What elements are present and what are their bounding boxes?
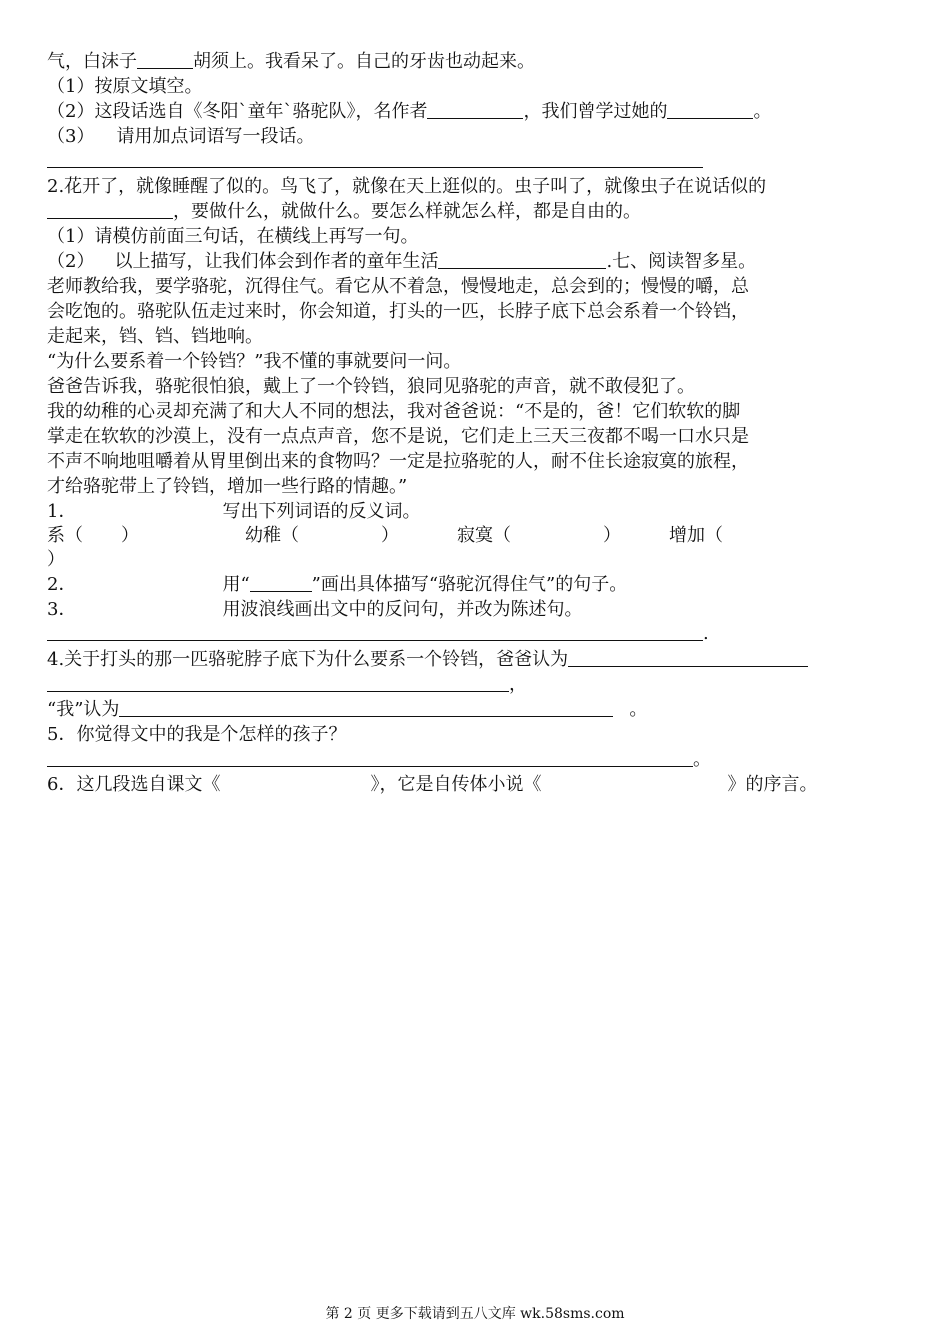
text: 胡须上。我看呆了。自己的牙齿也动起来。 (193, 51, 535, 72)
exercise-5-answer (47, 748, 711, 772)
antonym-row (47, 524, 723, 548)
text: . (703, 623, 709, 644)
text: 。 (629, 699, 648, 720)
text: ） (47, 549, 65, 570)
exercise-3 (47, 598, 582, 622)
fill-blank[interactable] (119, 698, 613, 717)
text: ，我们曾学过她的 (523, 101, 668, 122)
text: 才给骆驼带上了铃铛，增加一些行路的情趣。” (47, 476, 408, 497)
text: （3） (47, 126, 95, 147)
answer-line[interactable] (47, 748, 693, 767)
text: 不声不响地咀嚼着从胃里倒出来的食物吗？一定是拉骆驼的人，耐不住长途寂寞的旅程， (47, 451, 749, 472)
text: （1）请模仿前面三句话，在横线上再写一句。 (47, 226, 419, 247)
passage-line (47, 275, 749, 299)
text: ） (121, 525, 139, 546)
word-item: 寂寞（ (457, 525, 511, 546)
exercise-number: 1． (47, 501, 77, 522)
word-item: 幼稚（ (245, 525, 299, 546)
fill-blank[interactable] (250, 573, 312, 592)
exercise-4 (47, 648, 808, 672)
passage-line (47, 375, 695, 399)
question-line (47, 50, 535, 74)
answer-line[interactable] (47, 673, 509, 692)
fill-blank[interactable] (47, 200, 173, 219)
exercise-3-answer (47, 622, 709, 646)
text: 。 (693, 749, 711, 770)
sub-question (47, 225, 418, 249)
text: ，要做什么，就做什么。要怎么样就怎么样，都是自由的。 (173, 201, 641, 222)
fill-blank[interactable] (427, 100, 523, 119)
text: ） (603, 525, 621, 546)
text: “我”认为 (47, 699, 120, 720)
exercise-4-cont (47, 698, 647, 722)
text: .七、阅读智多星。 (606, 251, 757, 272)
text: 以上描写，让我们体会到作者的童年生活 (114, 251, 439, 272)
sub-question (47, 100, 771, 124)
passage-line (47, 350, 461, 374)
text: ”画出具体描写“骆驼沉得住气”的句子。 (311, 574, 628, 595)
exercise-1 (47, 500, 420, 524)
exercise-number: 3． (47, 599, 77, 620)
fill-blank[interactable] (667, 100, 753, 119)
text: 用“ (222, 574, 250, 595)
passage-line (47, 450, 749, 474)
fill-blank[interactable] (568, 648, 808, 667)
text: 4.关于打头的那一匹骆驼脖子底下为什么要系一个铃铛，爸爸认为 (47, 649, 569, 670)
word-item: 系（ (47, 525, 83, 546)
answer-line[interactable] (47, 167, 703, 168)
exercise-4-cont (47, 673, 527, 697)
sub-question (47, 125, 314, 149)
sub-question (47, 75, 202, 99)
passage-line (47, 300, 749, 324)
page-footer: 第 2 页 更多下载请到五八文库 wk.58sms.com (325, 1306, 625, 1322)
passage-line (47, 425, 749, 449)
text: 用波浪线画出文中的反问句，并改为陈述句。 (222, 599, 583, 620)
text: 》，它是自传体小说《 (370, 774, 542, 795)
question-line (47, 175, 766, 199)
text: ， (509, 674, 527, 695)
fill-blank[interactable] (438, 250, 606, 269)
text: 。 (753, 101, 772, 122)
text: 5．你觉得文中的我是个怎样的孩子？ (47, 724, 347, 745)
text: （2） (47, 251, 95, 272)
answer-line[interactable] (47, 622, 703, 641)
exercise-5 (47, 723, 346, 747)
fill-blank[interactable] (137, 50, 193, 69)
text: “为什么要系着一个铃铛？”我不懂的事就要问一问。 (47, 351, 462, 372)
text: 掌走在软软的沙漠上，没有一点点声音，您不是说，它们走上三天三夜都不喝一口水只是 (47, 426, 749, 447)
text: 6．这几段选自课文《 (47, 774, 221, 795)
text: 2.花开了，就像睡醒了似的。鸟飞了，就像在天上逛似的。虫子叫了，就像虫子在说话似的 (47, 176, 767, 197)
passage-line (47, 475, 407, 499)
text: 会吃饱的。骆驼队伍走过来时，你会知道，打头的一匹，长脖子底下总会系着一个铃铛， (47, 301, 749, 322)
text: 爸爸告诉我，骆驼很怕狼，戴上了一个铃铛，狼同见骆驼的声音，就不敢侵犯了。 (47, 376, 695, 397)
text: 老师教给我，要学骆驼，沉得住气。看它从不着急，慢慢地走，总会到的；慢慢的嚼，总 (47, 276, 749, 297)
text: （1）按原文填空。 (47, 76, 203, 97)
passage-line (47, 400, 740, 424)
exercise-number: 2． (47, 574, 77, 595)
exercise-2 (47, 573, 627, 597)
word-item: 增加（ (669, 525, 723, 546)
passage-line (47, 325, 263, 349)
text: 》的序言。 (727, 774, 818, 795)
text: 请用加点词语写一段话。 (116, 126, 315, 147)
question-line (47, 200, 641, 224)
sub-question (47, 250, 756, 274)
text: 气，白沫子 (47, 51, 137, 72)
text: ） (381, 525, 399, 546)
antonym-row-wrap (47, 548, 65, 572)
text: 我的幼稚的心灵却充满了和大人不同的想法，我对爸爸说：“不是的，爸！它们软软的脚 (47, 401, 741, 422)
exercise-6 (47, 773, 817, 797)
text: 写出下列词语的反义词。 (222, 501, 421, 522)
text: （2）这段话选自《冬阳`童年`骆驼队》，名作者 (47, 101, 428, 122)
text: 走起来，铛、铛、铛地响。 (47, 326, 263, 347)
